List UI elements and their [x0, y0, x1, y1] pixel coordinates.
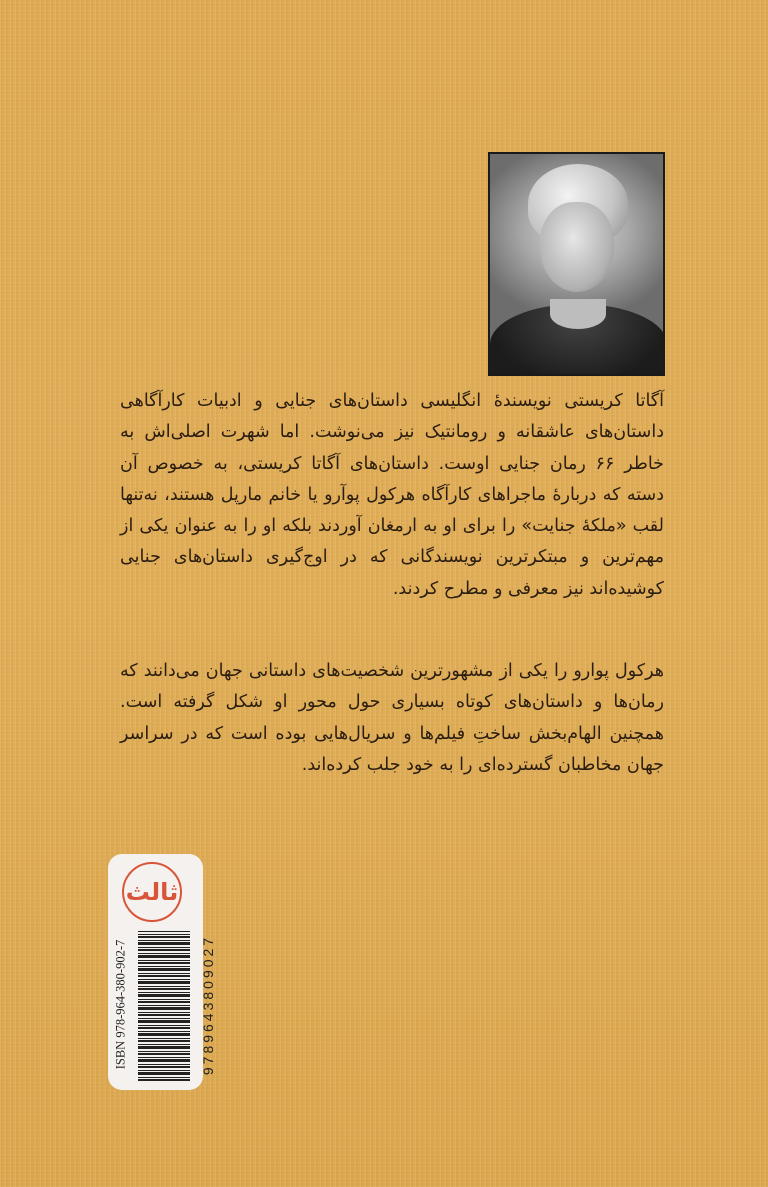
barcode-digits: 9789643809027 [200, 934, 216, 1076]
bio-paragraph: آگاتا کریستی نویسندهٔ انگلیسی داستان‌های جنایی و ادبیات کارآگاهی داستان‌های عاشقانه و رومانتیک نیز می‌نوشت. اما شهرت اصلی‌اش به خاطر ۶۶ رمان جنایی اوست. داستان‌های آگاتا کریستی، به خصوص آن دسته که دربارهٔ ماجراهای کارآگاه هرکول پوآرو یا خانم مارپل هستند، نه‌تنها لقب «ملکهٔ جنایت» را برای او به ارمغان آوردند بلکه او را به عنوان یکی از مهم‌ترین و مبتکرترین نویسندگانی که در اوج‌گیری داستان‌های جنایی کوشیده‌اند نیز معرفی و مطرح کردند. [120, 391, 664, 599]
author-photo [488, 152, 665, 376]
photo-collar [550, 299, 606, 329]
isbn-label [108, 854, 216, 1090]
barcode [138, 931, 190, 1081]
photo-face [540, 202, 614, 292]
poirot-paragraph: هرکول پوارو را یکی از مشهورترین شخصیت‌های داستانی جهان می‌دانند که رمان‌ها و داستان‌های کوتاه بسیاری حول محور او شکل گرفته است. همچنین الهام‌بخش ساختِ فیلم‌ها و سریال‌هایی بوده است که در سراسر جهان مخاطبان گسترده‌ای را به خود جلب کرده‌اند. [120, 661, 664, 775]
isbn-text: ISBN 978-964-380-902-7 [113, 939, 128, 1070]
publisher-logo: ثالث [122, 862, 182, 922]
